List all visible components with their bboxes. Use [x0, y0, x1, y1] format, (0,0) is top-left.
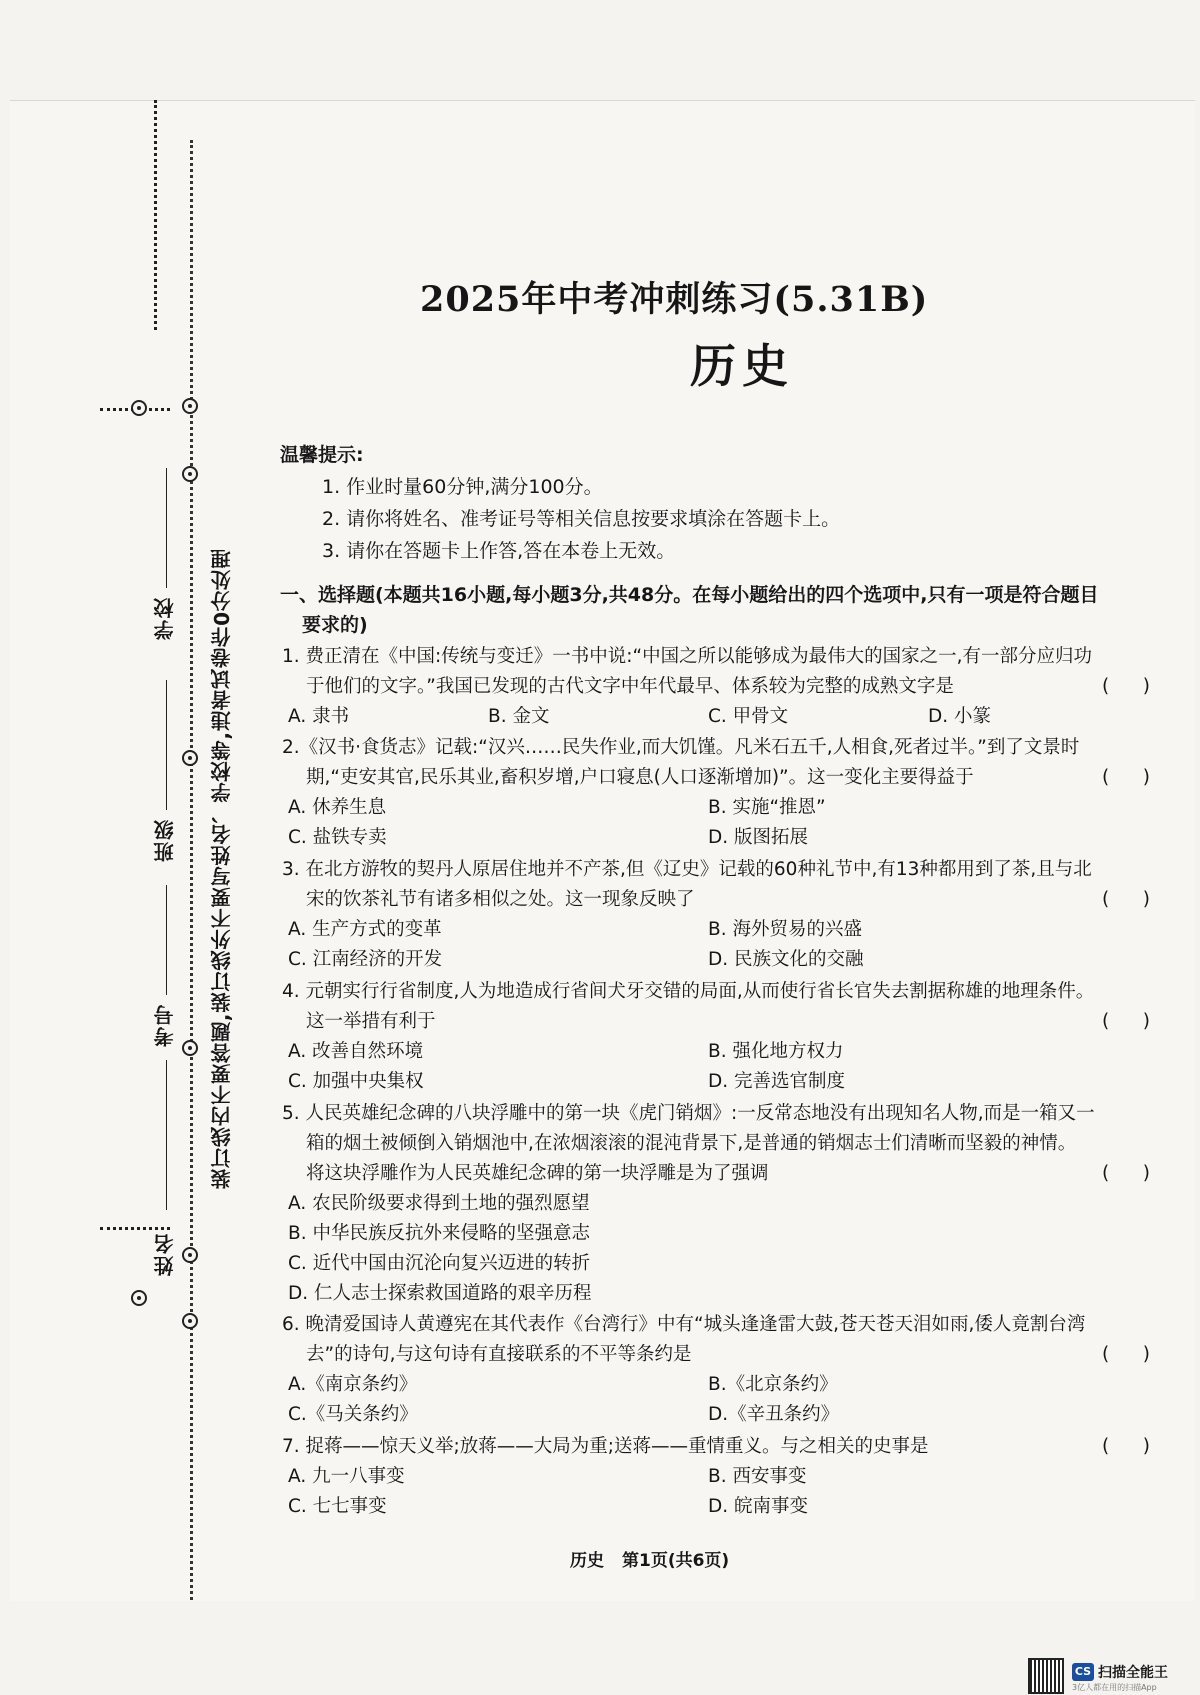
option-row	[282, 1462, 1162, 1492]
question-stem: 4. 元朝实行行省制度,人为地造成行省间犬牙交错的局面,从而使行省长官失去割据称雄的地理条件。	[282, 981, 1095, 1002]
camscanner-logo-icon: CS	[1072, 1663, 1094, 1681]
option-c: C. 江南经济的开发	[288, 949, 443, 970]
question-3	[282, 855, 1162, 975]
option-row	[282, 1400, 1162, 1430]
tip-item: 3. 请你在答题卡上作答,答在本卷上无效。	[322, 540, 676, 562]
binding-hole-icon	[131, 400, 147, 416]
binding-hole-icon	[182, 1313, 198, 1329]
option-a: A. 生产方式的变革	[288, 919, 442, 940]
answer-blank: ( )	[1102, 889, 1150, 910]
question-stem: 箱的烟土被倾倒入销烟池中,在浓烟滚滚的混沌背景下,是普通的销烟志士们清晰而坚毅的神情。	[306, 1133, 1077, 1154]
question-stem: 5. 人民英雄纪念碑的八块浮雕中的第一块《虎门销烟》:一反常态地没有出现知名人物,而是一箱又一	[282, 1103, 1095, 1124]
answer-blank: ( )	[1102, 1011, 1150, 1032]
option-row	[282, 945, 1162, 975]
option-row	[282, 1067, 1162, 1097]
answer-blank: ( )	[1102, 676, 1150, 697]
option-c: C. 甲骨文	[708, 706, 789, 727]
exam-subject: 历史	[690, 339, 794, 393]
option-b: B. 西安事变	[708, 1466, 807, 1487]
exam-title: 2025年中考冲刺练习(5.31B)	[420, 279, 929, 320]
question-5	[282, 1099, 1162, 1309]
tips-heading: 温馨提示:	[280, 444, 364, 466]
binding-note: 装订线内不要答题,装订线外不要写姓名、学校等,违者试卷作0分处理	[210, 548, 234, 1190]
option-row	[282, 1249, 1162, 1279]
camscanner-name: 扫描全能王	[1098, 1665, 1168, 1681]
question-stem-text: 7. 捉蒋——惊天义举;放蒋——大局为重;送蒋——重情重义。与之相关的史事是	[282, 1436, 929, 1457]
footer-page: 第1页(共6页)	[622, 1551, 730, 1571]
option-c: C. 加强中央集权	[288, 1071, 424, 1092]
question-6	[282, 1310, 1162, 1430]
binding-hole-icon	[182, 466, 198, 482]
option-d: D. 小篆	[928, 706, 992, 727]
question-stem-text: 期,“吏安其官,民乐其业,畜积岁增,户口寝息(人口逐渐增加)”。这一变化主要得益于	[306, 767, 974, 788]
option-a: A. 隶书	[288, 706, 350, 727]
option-d: D. 版图拓展	[708, 827, 809, 848]
question-stem	[282, 885, 1162, 915]
school-label: 学校	[153, 596, 177, 640]
question-stem	[282, 1159, 1162, 1189]
answer-blank: ( )	[1102, 1163, 1150, 1184]
option-d: D. 皖南事变	[708, 1496, 809, 1517]
name-label: 姓名	[153, 1232, 177, 1276]
name-blank	[166, 1060, 167, 1210]
binding-dotted-line-inner	[190, 140, 193, 1600]
option-row	[282, 823, 1162, 853]
binding-hole-icon	[182, 1040, 198, 1056]
option-b: B. 海外贸易的兴盛	[708, 919, 862, 940]
option-d: D. 民族文化的交融	[708, 949, 864, 970]
option-row	[282, 1370, 1162, 1400]
class-blank	[166, 680, 167, 810]
option-c: C. 近代中国由沉沦向复兴迈进的转折	[288, 1253, 591, 1274]
option-row	[282, 1189, 1162, 1219]
camscanner-tagline: 3亿人都在用的扫描App	[1072, 1683, 1157, 1692]
question-stem: 3. 在北方游牧的契丹人原居住地并不产茶,但《辽史》记载的60种礼节中,有13种都用到了茶,且与北	[282, 859, 1092, 880]
question-stem-text: 将这块浮雕作为人民英雄纪念碑的第一块浮雕是为了强调	[306, 1163, 769, 1184]
section-heading-line: 要求的)	[302, 614, 368, 636]
option-b: B. 中华民族反抗外来侵略的坚强意志	[288, 1223, 590, 1244]
binding-hole-icon	[182, 398, 198, 414]
option-b: B. 实施“推恩”	[708, 797, 826, 818]
exam-no-label: 考号	[153, 1003, 177, 1047]
option-d: D. 仁人志士探索救国道路的艰辛历程	[288, 1283, 592, 1304]
option-c: C.《马关条约》	[288, 1404, 418, 1425]
tip-item: 2. 请你将姓名、准考证号等相关信息按要求填涂在答题卡上。	[322, 508, 841, 530]
option-a: A. 九一八事变	[288, 1466, 405, 1487]
question-stem: 6. 晚清爱国诗人黄遵宪在其代表作《台湾行》中有“城头逢逢雷大鼓,苍天苍天泪如雨,倭人竟割台湾	[282, 1314, 1086, 1335]
option-b: B. 金文	[488, 706, 550, 727]
school-blank	[166, 468, 167, 588]
option-row	[282, 1279, 1162, 1309]
answer-blank: ( )	[1102, 767, 1150, 788]
option-a: A. 改善自然环境	[288, 1041, 424, 1062]
page-footer	[570, 1546, 747, 1571]
question-stem: 1. 费正清在《中国:传统与变迁》一书中说:“中国之所以能够成为最伟大的国家之一,有一部分应归功	[282, 646, 1092, 667]
question-1	[282, 642, 1162, 732]
option-row	[282, 702, 1162, 732]
exam-no-blank	[166, 885, 167, 995]
option-row	[282, 1492, 1162, 1522]
option-row	[282, 793, 1162, 823]
option-row	[282, 1037, 1162, 1067]
question-stem	[282, 1340, 1162, 1370]
question-7	[282, 1432, 1162, 1522]
option-b: B. 强化地方权力	[708, 1041, 844, 1062]
question-stem-text: 这一举措有利于	[306, 1011, 436, 1032]
option-d: D. 完善选官制度	[708, 1071, 846, 1092]
question-4	[282, 977, 1162, 1097]
section-heading-line: 一、选择题(本题共16小题,每小题3分,共48分。在每小题给出的四个选项中,只有一项是符合题目	[280, 584, 1099, 606]
question-stem	[282, 672, 1162, 702]
answer-blank: ( )	[1102, 1344, 1150, 1365]
question-2	[282, 733, 1162, 853]
tip-item: 1. 作业时量60分钟,满分100分。	[322, 476, 603, 498]
binding-hole-icon	[182, 1247, 198, 1263]
qr-code-icon	[1030, 1660, 1062, 1692]
binding-hole-icon	[131, 1290, 147, 1306]
section-heading	[280, 580, 1160, 640]
class-label: 班级	[153, 818, 177, 862]
binding-dash-bottom	[100, 1227, 170, 1230]
option-d: D.《辛丑条约》	[708, 1404, 840, 1425]
question-stem-text: 于他们的文字。”我国已发现的古代文字中年代最早、体系较为完整的成熟文字是	[306, 676, 954, 697]
question-stem	[282, 763, 1162, 793]
option-a: A. 休养生息	[288, 797, 387, 818]
binding-hole-icon	[182, 750, 198, 766]
question-stem	[282, 1007, 1162, 1037]
footer-subject: 历史	[570, 1551, 604, 1571]
question-stem	[282, 1432, 1162, 1462]
option-row	[282, 915, 1162, 945]
option-row	[282, 1219, 1162, 1249]
option-a: A. 农民阶级要求得到土地的强烈愿望	[288, 1193, 590, 1214]
option-c: C. 盐铁专卖	[288, 827, 387, 848]
option-a: A.《南京条约》	[288, 1374, 418, 1395]
option-c: C. 七七事变	[288, 1496, 387, 1517]
binding-dotted-line-outer	[154, 100, 157, 330]
question-stem: 2.《汉书·食货志》记载:“汉兴……民失作业,而大饥馑。凡米石五千,人相食,死者过半。”到了文景时	[282, 737, 1080, 758]
option-b: B.《北京条约》	[708, 1374, 838, 1395]
question-stem-text: 宋的饮茶礼节有诸多相似之处。这一现象反映了	[306, 889, 695, 910]
answer-blank: ( )	[1102, 1436, 1150, 1457]
question-stem-text: 去”的诗句,与这句诗有直接联系的不平等条约是	[306, 1344, 692, 1365]
